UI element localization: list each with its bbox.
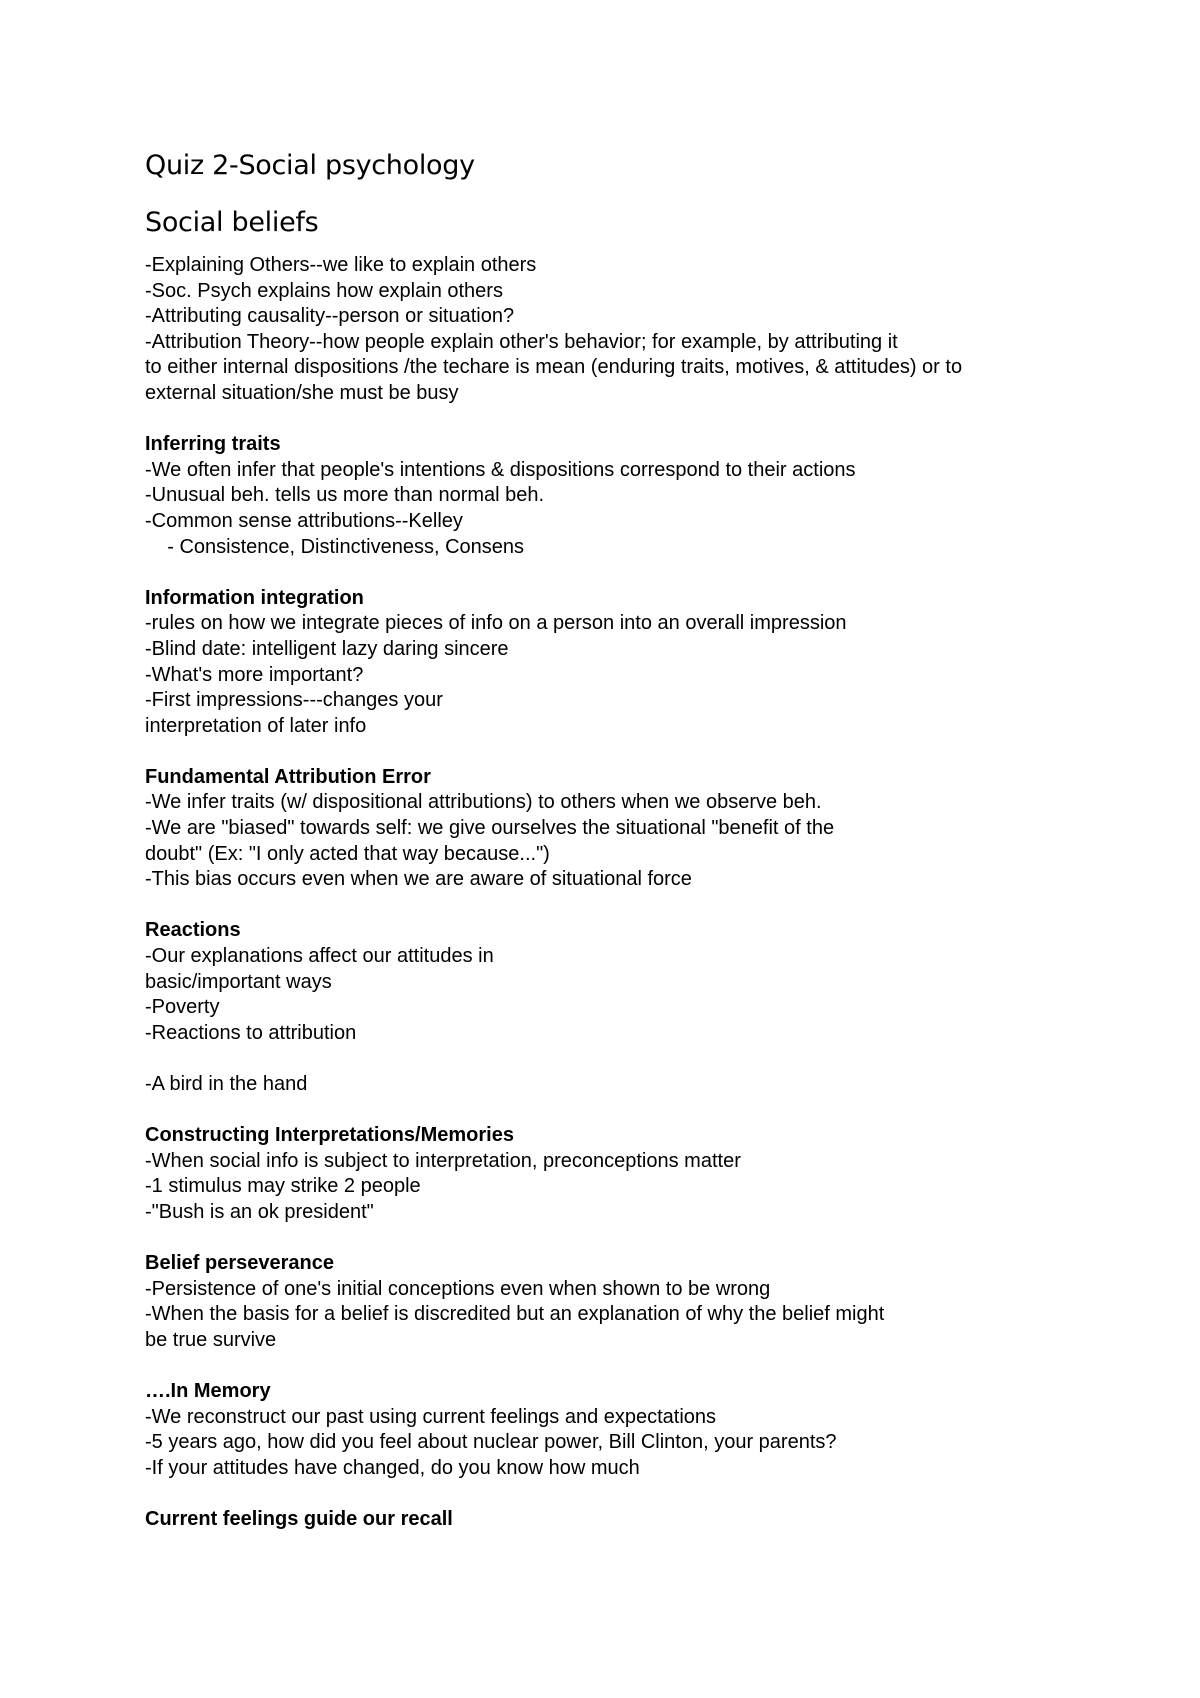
section-heading: Belief perseverance [145, 1252, 335, 1275]
intro-line: to either internal dispositions /the techare is mean (enduring traits, motives, & attitudes) or to [145, 356, 963, 379]
section-line: -We infer traits (w/ dispositional attributions) to others when we observe beh. [145, 791, 822, 814]
intro-line: external situation/she must be busy [145, 381, 459, 404]
section-line: -Reactions to attribution [145, 1021, 357, 1044]
section-heading: Reactions [145, 919, 241, 942]
section-heading: Inferring traits [145, 433, 281, 456]
section-line: -We reconstruct our past using current feelings and expectations [145, 1405, 717, 1428]
document-title: Quiz 2-Social psychology [145, 150, 475, 181]
section-line: doubt" (Ex: "I only acted that way because...") [145, 842, 550, 865]
section-in-memory [145, 1379, 1085, 1481]
section-line: -When social info is subject to interpretation, preconceptions matter [145, 1149, 741, 1172]
section-heading: Constructing Interpretations/Memories [145, 1124, 514, 1147]
section-line: -First impressions---changes your [145, 689, 443, 712]
section-line: -Unusual beh. tells us more than normal beh. [145, 484, 545, 507]
section-heading: Information integration [145, 586, 364, 609]
section-reactions [145, 918, 1085, 1097]
section-inferring-traits [145, 432, 1085, 560]
section-line: - Consistence, Distinctiveness, Consens [145, 535, 525, 558]
document-subtitle: Social beliefs [145, 207, 319, 238]
section-line: -What's more important? [145, 663, 364, 686]
section-line: interpretation of later info [145, 714, 367, 737]
section-line: be true survive [145, 1328, 277, 1351]
section-line: -We are "biased" towards self: we give ourselves the situational "benefit of the [145, 817, 835, 840]
intro-line: -Attribution Theory--how people explain other's behavior; for example, by attributing it [145, 330, 898, 353]
section-line: -rules on how we integrate pieces of info on a person into an overall impression [145, 612, 847, 635]
section-line: -If your attitudes have changed, do you know how much [145, 1456, 640, 1479]
section-belief-perseverance [145, 1251, 1085, 1353]
section-line: -5 years ago, how did you feel about nuclear power, Bill Clinton, your parents? [145, 1431, 837, 1454]
intro-line: -Explaining Others--we like to explain others [145, 254, 537, 276]
section-line: -"Bush is an ok president" [145, 1200, 374, 1223]
section-line: -Common sense attributions--Kelley [145, 509, 463, 532]
intro-line: -Attributing causality--person or situation? [145, 305, 515, 328]
section-line: -Blind date: intelligent lazy daring sincere [145, 637, 509, 660]
section-constructing-interpretations [145, 1123, 1085, 1225]
section-line: basic/important ways [145, 970, 332, 993]
intro-block [145, 253, 1085, 407]
section-heading: Fundamental Attribution Error [145, 765, 431, 788]
section-line: -When the basis for a belief is discredited but an explanation of why the belief might [145, 1303, 885, 1326]
section-line: -Poverty [145, 996, 220, 1019]
section-line: -We often infer that people's intentions & dispositions correspond to their actions [145, 458, 856, 481]
blank-line [145, 1046, 1085, 1072]
section-line: -A bird in the hand [145, 1073, 308, 1095]
section-line: -This bias occurs even when we are aware of situational force [145, 868, 692, 891]
section-line: -Persistence of one's initial conceptions even when shown to be wrong [145, 1277, 771, 1300]
section-heading: Current feelings guide our recall [145, 1508, 453, 1531]
section-line: -1 stimulus may strike 2 people [145, 1175, 421, 1198]
section-heading: ….In Memory [145, 1380, 271, 1403]
intro-line: -Soc. Psych explains how explain others [145, 279, 503, 302]
section-information-integration [145, 586, 1085, 740]
document-page [145, 148, 1085, 1533]
section-line: -Our explanations affect our attitudes in [145, 945, 494, 968]
section-fundamental-attribution-error [145, 765, 1085, 893]
section-current-feelings [145, 1507, 1085, 1533]
